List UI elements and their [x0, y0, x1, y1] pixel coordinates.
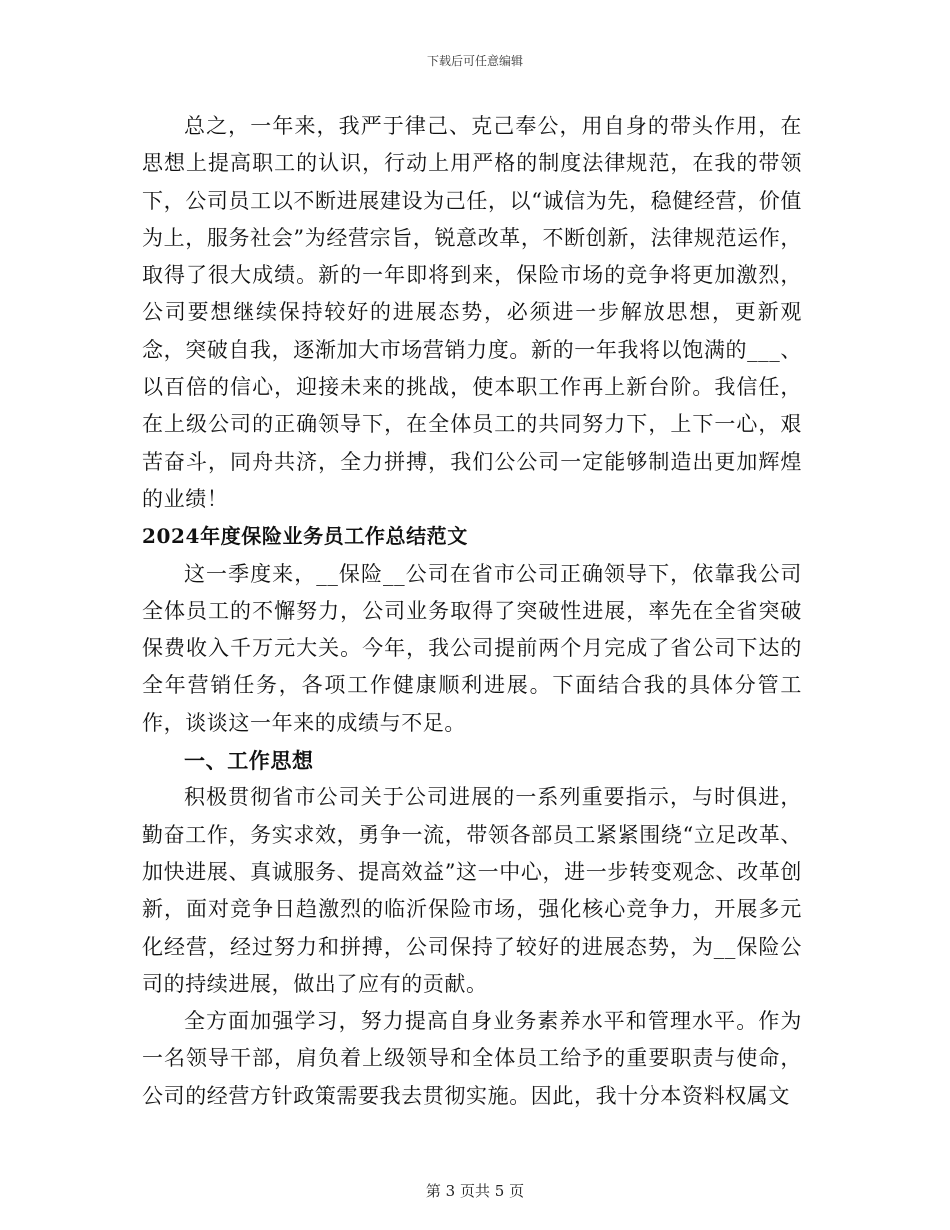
paragraph-intro: 这一季度来，__保险__公司在省市公司正确领导下，依靠我公司全体员工的不懈努力，公司业务取得了突破性进展，率先在全省突破保费收入千万元大关。今年，我公司提前两个月完成了省公司下达的全年营销任务，各项工作健康顺利进展。下面结合我的具体分管工作，谈谈这一年来的成绩与不足。	[142, 561, 802, 735]
page-footer: 第 3 页共 5 页	[425, 1182, 525, 1200]
document-title: 2024年度保险业务员工作总结范文	[142, 524, 468, 549]
paragraph-conclusion: 总之，一年来，我严于律己、克己奉公，用自身的带头作用，在思想上提高职工的认识，行动上用严格的制度法律规范，在我的带领下，公司员工以不断进展建设为己任，以“诚信为先，稳健经营，价值为上，服务社会”为经营宗旨，锐意改革，不断创新，法律规范运作，取得了很大成绩。新的一年即将到来，保险市场的竞争将更加激烈，公司要想继续保持较好的进展态势，必须进一步解放思想，更新观念，突破自我，逐渐加大市场营销力度。新的一年我将以饱满的___、以百倍的信心，迎接未来的挑战，使本职工作再上新台阶。我信任，在上级公司的正确领导下，在全体员工的共同努力下，上下一心，艰苦奋斗，同舟共济，全力拼搏，我们公公司一定能够制造出更加辉煌的业绩！	[142, 114, 802, 511]
page-header: 下载后可任意编辑	[426, 54, 523, 68]
document-body	[142, 108, 802, 1115]
paragraph-work-thought: 积极贯彻省市公司关于公司进展的一系列重要指示，与时俱进，勤奋工作，务实求效，勇争一流，带领各部员工紧紧围绕“立足改革、加快进展、真诚服务、提高效益”这一中心，进一步转变观念、改革创新，面对竞争日趋激烈的临沂保险市场，强化核心竞争力，开展多元化经营，经过努力和拼搏，公司保持了较好的进展态势，为__保险公司的持续进展，做出了应有的贡献。	[142, 785, 802, 996]
section-heading-work-thought: 一、工作思想	[184, 748, 314, 774]
paragraph-study: 全方面加强学习，努力提高自身业务素养水平和管理水平。作为一名领导干部，肩负着上级领导和全体员工给予的重要职责与使命，公司的经营方针政策需要我去贯彻实施。因此，我十分本资料权属文	[142, 1009, 802, 1108]
